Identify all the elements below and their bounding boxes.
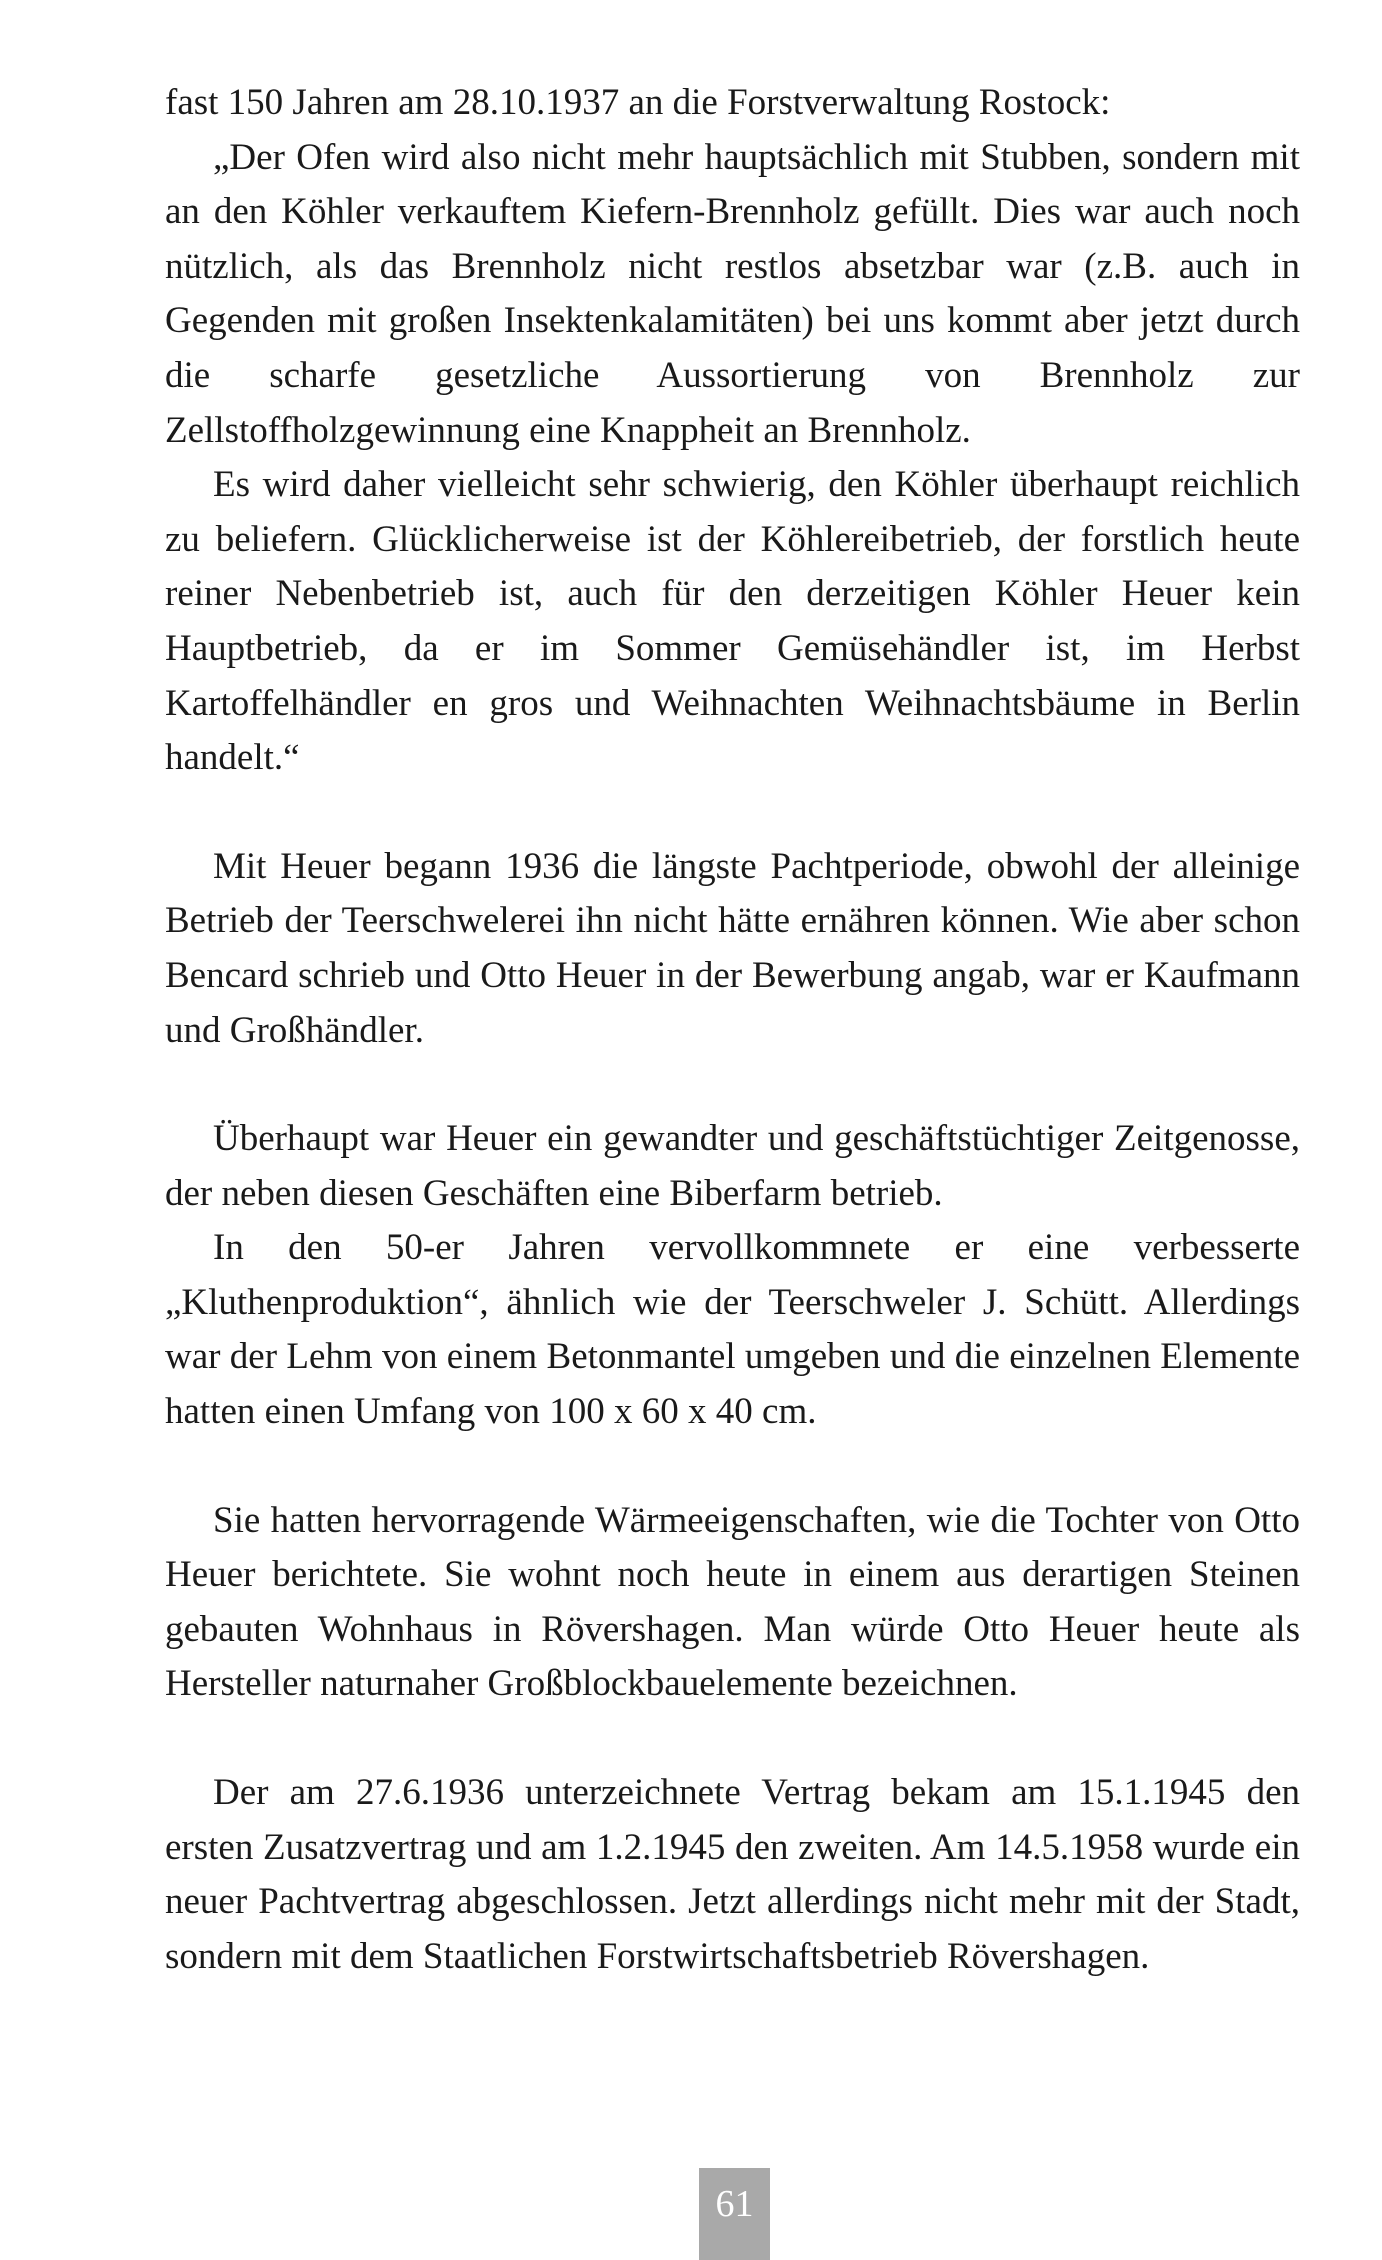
paragraph-quote-part-2: Es wird daher vielleicht sehr schwierig, den Köhler überhaupt reichlich zu beliefern. Glücklicherweise ist der Köhlereibetrieb, der forstlich heute reiner Nebenbetrieb ist, auch für den derzeitigen Köhler Heuer kein Hauptbetrieb, da er im Sommer Gemüsehändler ist, im Herbst Kartoffelhändler en gros und Weihnachten Weihnachtsbäume in Berlin handelt.“ — [165, 464, 1300, 779]
paragraph-kluthenproduktion: In den 50-er Jahren vervollkommnete er eine verbesserte „Kluthenproduktion“, ähnlich wie der Teerschweler J. Schütt. Allerdings war der Lehm von einem Betonmantel umgeben und die einzelnen Elemente hatten einen Umfang von 100 x 60 x 40 cm. — [165, 1227, 1300, 1433]
paragraph-pacht-period: Mit Heuer begann 1936 die längste Pachtperiode, obwohl der alleinige Betrieb der Teerschwelerei ihn nicht hätte ernähren können. Wie aber schon Bencard schrieb und Otto Heuer in der Bewerbung angab, war er Kaufmann und Großhändler. — [165, 845, 1300, 1051]
paragraph-biberfarm: Überhaupt war Heuer ein gewandter und geschäftstüchtiger Zeitgenosse, der neben diesen Geschäften eine Biberfarm betrieb. — [165, 1118, 1300, 1214]
paragraph-vertrag: Der am 27.6.1936 unterzeichnete Vertrag bekam am 15.1.1945 den ersten Zusatzvertrag und am 1.2.1945 den zweiten. Am 14.5.1958 wurde ein neuer Pachtvertrag abgeschlossen. Jetzt allerdings nicht mehr mit der Stadt, sondern mit dem Staatlichen Forstwirtschaftsbetrieb Rövershagen. — [165, 1772, 1300, 1977]
paragraph-quote-part-1: „Der Ofen wird also nicht mehr hauptsächlich mit Stubben, sondern mit an den Köhler verkauftem Kiefern-Brennholz gefüllt. Dies war auch noch nützlich, als das Brennholz nicht restlos absetzbar war (z.B. auch in Gegenden mit großen Insektenkalamitäten) bei uns kommt aber jetzt durch die scharfe gesetzliche Aussortierung von Brennholz zur Zellstoffholzgewinnung eine Knappheit an Brennholz. — [165, 136, 1300, 451]
paragraph-intro: fast 150 Jahren am 28.10.1937 an die Forstverwaltung Rostock: — [165, 82, 1111, 123]
page-number: 61 — [699, 2168, 770, 2260]
paragraph-waermeeigenschaften: Sie hatten hervorragende Wärmeeigenschaften, wie die Tochter von Otto Heuer berichtete. Sie wohnt noch heute in einem aus derartigen Steinen gebauten Wohnhaus in Rövershagen. Man würde Otto Heuer heute als Hersteller naturnaher Großblockbauelemente bezeichnen. — [165, 1499, 1300, 1705]
page-body — [165, 76, 1300, 1984]
